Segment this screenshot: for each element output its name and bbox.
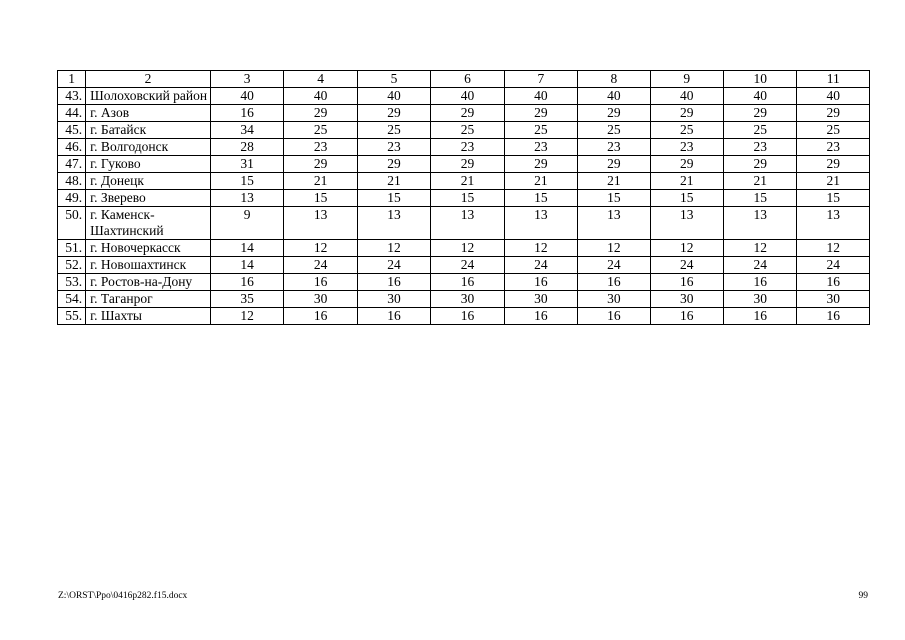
value-cell: 21 (578, 173, 650, 190)
value-cell: 12 (724, 240, 797, 257)
header-cell-9: 9 (650, 71, 723, 88)
value-cell: 16 (504, 274, 577, 291)
value-cell: 16 (724, 274, 797, 291)
value-cell: 40 (797, 88, 870, 105)
value-cell: 29 (797, 156, 870, 173)
value-cell: 16 (210, 105, 283, 122)
header-cell-1: 1 (58, 71, 86, 88)
header-cell-10: 10 (724, 71, 797, 88)
value-cell: 12 (431, 240, 504, 257)
value-cell: 21 (650, 173, 723, 190)
header-cell-11: 11 (797, 71, 870, 88)
header-cell-2: 2 (86, 71, 211, 88)
value-cell: 23 (650, 139, 723, 156)
table-row (58, 207, 870, 240)
value-cell: 13 (210, 190, 283, 207)
value-cell: 29 (724, 156, 797, 173)
value-cell: 13 (431, 207, 504, 240)
footer-page-number: 99 (858, 591, 868, 601)
value-cell: 12 (650, 240, 723, 257)
table-row (58, 139, 870, 156)
value-cell: 40 (578, 88, 650, 105)
value-cell: 16 (284, 274, 357, 291)
row-number: 46. (58, 139, 86, 156)
row-number: 55. (58, 308, 86, 325)
row-number: 44. (58, 105, 86, 122)
territory-name: г. Каменск-Шахтинский (86, 207, 211, 240)
row-number: 54. (58, 291, 86, 308)
territory-name: г. Таганрог (86, 291, 211, 308)
value-cell: 15 (578, 190, 650, 207)
header-cell-8: 8 (578, 71, 650, 88)
value-cell: 30 (431, 291, 504, 308)
value-cell: 25 (578, 122, 650, 139)
value-cell: 21 (284, 173, 357, 190)
value-cell: 12 (357, 240, 430, 257)
value-cell: 23 (724, 139, 797, 156)
value-cell: 15 (431, 190, 504, 207)
value-cell: 40 (724, 88, 797, 105)
value-cell: 15 (284, 190, 357, 207)
footer-file-path: Z:\ORST\Ppo\0416p282.f15.docx (58, 591, 188, 601)
territory-name: г. Донецк (86, 173, 211, 190)
value-cell: 29 (797, 105, 870, 122)
value-cell: 23 (357, 139, 430, 156)
value-cell: 30 (724, 291, 797, 308)
row-number: 49. (58, 190, 86, 207)
value-cell: 21 (504, 173, 577, 190)
row-number: 52. (58, 257, 86, 274)
value-cell: 24 (724, 257, 797, 274)
value-cell: 29 (504, 156, 577, 173)
table-row (58, 173, 870, 190)
value-cell: 13 (504, 207, 577, 240)
value-cell: 31 (210, 156, 283, 173)
value-cell: 9 (210, 207, 283, 240)
value-cell: 29 (578, 105, 650, 122)
value-cell: 25 (357, 122, 430, 139)
data-table (57, 70, 870, 325)
header-cell-4: 4 (284, 71, 357, 88)
value-cell: 24 (357, 257, 430, 274)
row-number: 50. (58, 207, 86, 240)
value-cell: 34 (210, 122, 283, 139)
value-cell: 16 (650, 308, 723, 325)
table-row (58, 291, 870, 308)
header-cell-5: 5 (357, 71, 430, 88)
value-cell: 40 (504, 88, 577, 105)
value-cell: 14 (210, 257, 283, 274)
value-cell: 14 (210, 240, 283, 257)
value-cell: 25 (797, 122, 870, 139)
row-number: 53. (58, 274, 86, 291)
value-cell: 12 (284, 240, 357, 257)
value-cell: 16 (284, 308, 357, 325)
value-cell: 16 (504, 308, 577, 325)
value-cell: 16 (578, 274, 650, 291)
value-cell: 15 (210, 173, 283, 190)
value-cell: 23 (797, 139, 870, 156)
value-cell: 16 (797, 308, 870, 325)
value-cell: 29 (357, 105, 430, 122)
table-row (58, 122, 870, 139)
territory-name: г. Ростов-на-Дону (86, 274, 211, 291)
value-cell: 16 (357, 274, 430, 291)
territory-name: г. Новочеркасск (86, 240, 211, 257)
value-cell: 12 (578, 240, 650, 257)
value-cell: 16 (724, 308, 797, 325)
value-cell: 30 (284, 291, 357, 308)
value-cell: 15 (724, 190, 797, 207)
table-header-row (58, 71, 870, 88)
header-cell-3: 3 (210, 71, 283, 88)
table-row (58, 88, 870, 105)
value-cell: 23 (431, 139, 504, 156)
table-row (58, 240, 870, 257)
territory-name: г. Шахты (86, 308, 211, 325)
value-cell: 24 (578, 257, 650, 274)
value-cell: 40 (357, 88, 430, 105)
value-cell: 13 (724, 207, 797, 240)
value-cell: 21 (724, 173, 797, 190)
value-cell: 13 (284, 207, 357, 240)
territory-name: г. Волгодонск (86, 139, 211, 156)
value-cell: 23 (284, 139, 357, 156)
value-cell: 24 (504, 257, 577, 274)
value-cell: 29 (284, 105, 357, 122)
value-cell: 24 (797, 257, 870, 274)
value-cell: 13 (578, 207, 650, 240)
value-cell: 35 (210, 291, 283, 308)
value-cell: 29 (504, 105, 577, 122)
territory-name: г. Гуково (86, 156, 211, 173)
value-cell: 12 (210, 308, 283, 325)
row-number: 51. (58, 240, 86, 257)
value-cell: 13 (357, 207, 430, 240)
value-cell: 40 (431, 88, 504, 105)
value-cell: 12 (504, 240, 577, 257)
row-number: 43. (58, 88, 86, 105)
value-cell: 21 (431, 173, 504, 190)
value-cell: 29 (357, 156, 430, 173)
value-cell: 30 (797, 291, 870, 308)
value-cell: 13 (650, 207, 723, 240)
value-cell: 16 (797, 274, 870, 291)
value-cell: 16 (431, 274, 504, 291)
value-cell: 25 (504, 122, 577, 139)
territory-name: г. Зверево (86, 190, 211, 207)
value-cell: 29 (431, 105, 504, 122)
value-cell: 16 (578, 308, 650, 325)
value-cell: 23 (578, 139, 650, 156)
value-cell: 21 (797, 173, 870, 190)
table-row (58, 274, 870, 291)
value-cell: 24 (650, 257, 723, 274)
table-row (58, 257, 870, 274)
value-cell: 29 (724, 105, 797, 122)
value-cell: 15 (357, 190, 430, 207)
value-cell: 16 (357, 308, 430, 325)
table-row (58, 190, 870, 207)
value-cell: 25 (284, 122, 357, 139)
value-cell: 30 (504, 291, 577, 308)
row-number: 47. (58, 156, 86, 173)
value-cell: 40 (210, 88, 283, 105)
table-row (58, 156, 870, 173)
value-cell: 30 (357, 291, 430, 308)
row-number: 48. (58, 173, 86, 190)
table-row (58, 105, 870, 122)
value-cell: 29 (650, 105, 723, 122)
value-cell: 16 (210, 274, 283, 291)
value-cell: 23 (504, 139, 577, 156)
territory-name: г. Батайск (86, 122, 211, 139)
value-cell: 25 (724, 122, 797, 139)
value-cell: 25 (650, 122, 723, 139)
territory-name: г. Азов (86, 105, 211, 122)
value-cell: 29 (650, 156, 723, 173)
header-cell-7: 7 (504, 71, 577, 88)
value-cell: 13 (797, 207, 870, 240)
value-cell: 40 (650, 88, 723, 105)
value-cell: 24 (431, 257, 504, 274)
value-cell: 16 (650, 274, 723, 291)
value-cell: 30 (578, 291, 650, 308)
value-cell: 15 (650, 190, 723, 207)
value-cell: 29 (578, 156, 650, 173)
header-cell-6: 6 (431, 71, 504, 88)
value-cell: 16 (431, 308, 504, 325)
value-cell: 28 (210, 139, 283, 156)
value-cell: 24 (284, 257, 357, 274)
value-cell: 29 (431, 156, 504, 173)
territory-name: г. Новошахтинск (86, 257, 211, 274)
value-cell: 29 (284, 156, 357, 173)
value-cell: 25 (431, 122, 504, 139)
table-row (58, 308, 870, 325)
value-cell: 40 (284, 88, 357, 105)
value-cell: 30 (650, 291, 723, 308)
value-cell: 15 (504, 190, 577, 207)
value-cell: 21 (357, 173, 430, 190)
row-number: 45. (58, 122, 86, 139)
value-cell: 15 (797, 190, 870, 207)
territory-name: Шолоховский район (86, 88, 211, 105)
value-cell: 12 (797, 240, 870, 257)
